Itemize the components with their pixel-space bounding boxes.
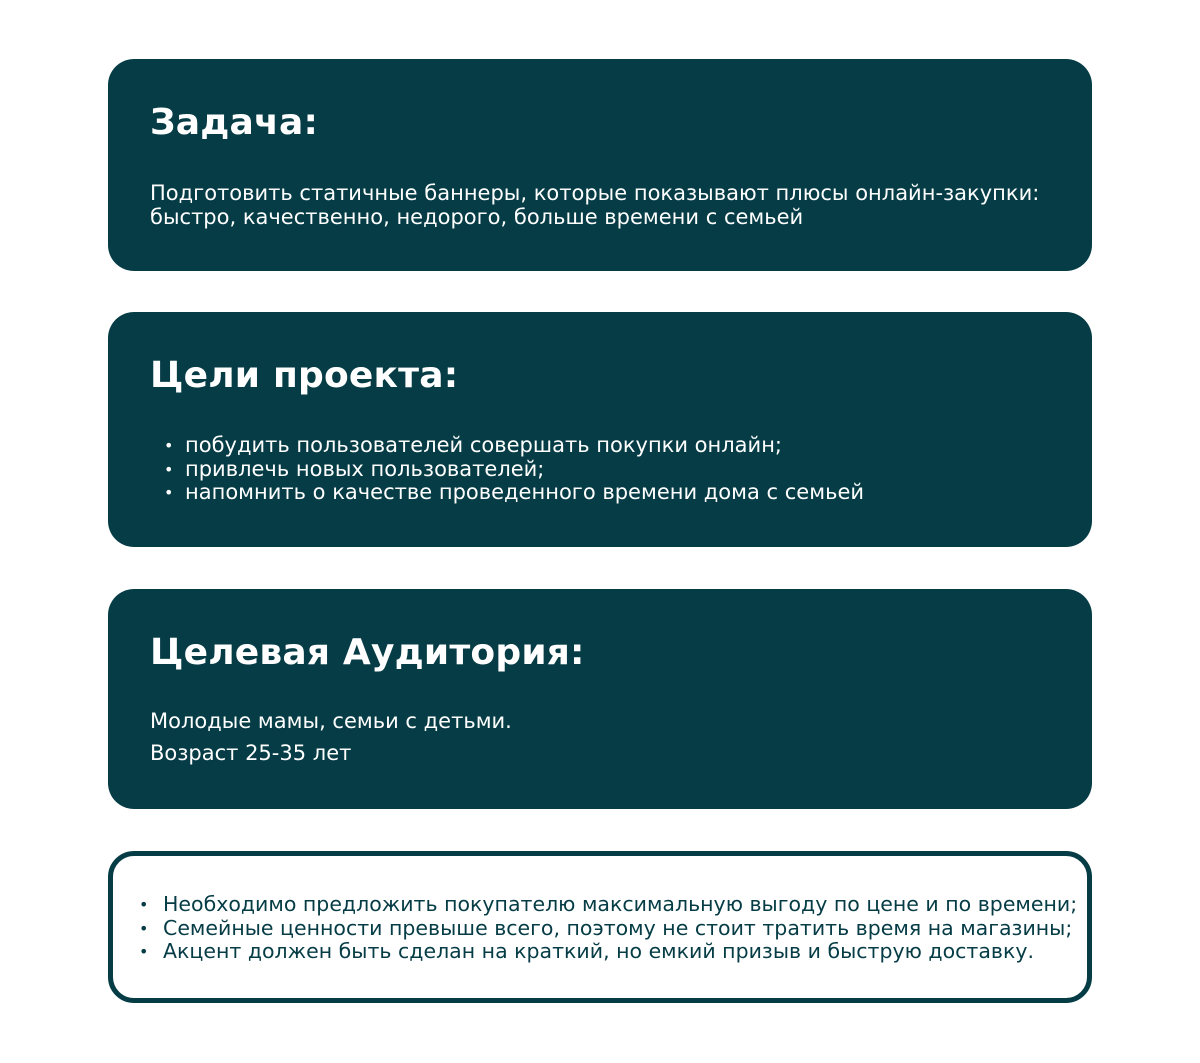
notes-list-item: • Семейные ценности превыше всего, поэтому не стоит тратить время на магазины; <box>139 915 1073 940</box>
audience-age: Возраст 25-35 лет <box>150 741 352 765</box>
goals-title: Цели проекта: <box>150 355 459 396</box>
goals-list-item: • побудить пользователей совершать покупки онлайн; <box>164 433 783 457</box>
bullet-icon: • <box>164 483 174 502</box>
notes-list-item: • Необходимо предложить покупателю максимальную выгоду по цене и по времени; <box>139 892 1078 916</box>
audience-description: Молодые мамы, семьи с детьми. <box>150 709 512 733</box>
goals-list <box>162 434 864 505</box>
audience-card <box>108 589 1092 809</box>
bullet-icon: • <box>164 436 174 455</box>
notes-card <box>108 851 1092 1003</box>
bullet-icon: • <box>139 942 149 961</box>
task-card <box>108 59 1092 271</box>
audience-title: Целевая Аудитория: <box>150 632 585 673</box>
bullet-icon: • <box>139 895 149 914</box>
goals-list-item: • напомнить о качестве проведенного времени дома с семьей <box>164 480 865 504</box>
notes-list <box>137 893 1077 964</box>
bullet-icon: • <box>139 918 149 938</box>
goals-card <box>108 312 1092 547</box>
notes-list-item: • Акцент должен быть сделан на краткий, но емкий призыв и быструю доставку. <box>139 939 1035 963</box>
bullet-icon: • <box>164 459 174 479</box>
task-description: Подготовить статичные баннеры, которые показывают плюсы онлайн-закупки: быстро, качественно, недорого, больше времени с семьей <box>150 181 1040 229</box>
goals-list-item: • привлечь новых пользователей; <box>164 456 545 481</box>
task-title: Задача: <box>150 102 319 143</box>
